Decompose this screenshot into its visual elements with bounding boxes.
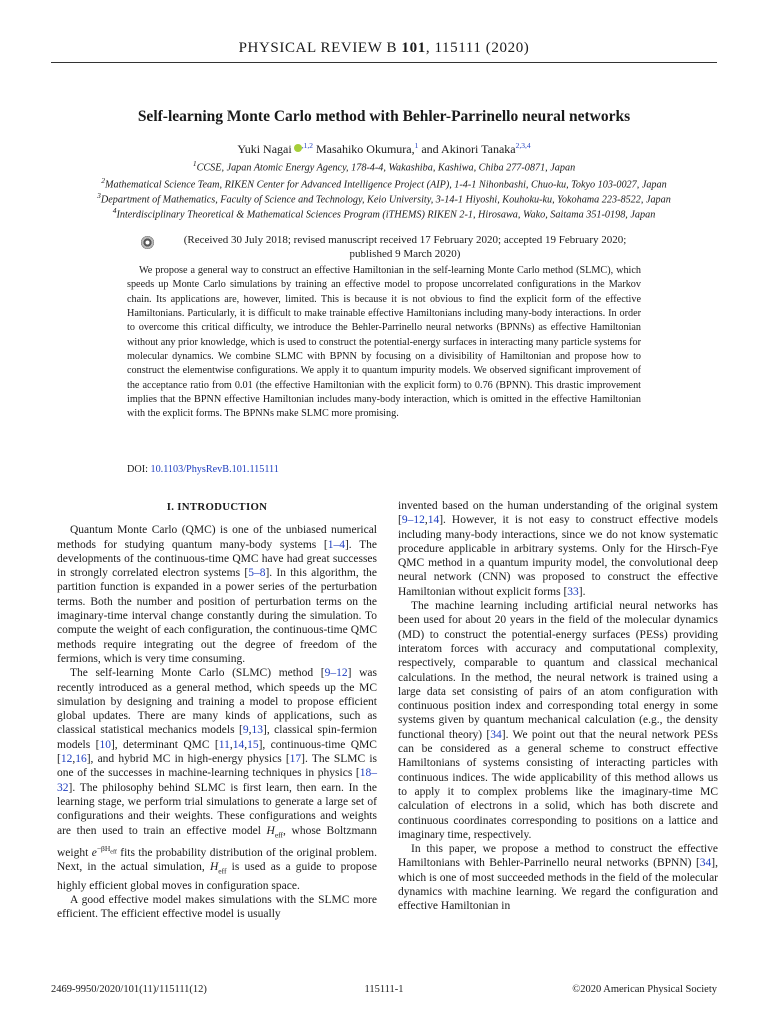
journal-citation: , 115111 (2020)	[425, 40, 530, 56]
journal-name: PHYSICAL REVIEW B	[238, 40, 398, 56]
paragraph: Quantum Monte Carlo (QMC) is one of the unbiased numerical methods for studying quantum many-body systems [1–4]. The developments of the continuous-time QMC have had great successes in strongly correlated electron systems [5–8]. In this algorithm, the partition function is expanded in a power series of the perturbation terms. Both the number and position of perturbation terms on the imaginary-time interval change constantly during the simulation. To compute the weight of each configuration, the continuous-time QMC methods require integrating out the degree of freedom of the fermions, which is very time consuming.	[57, 524, 378, 665]
citation-link[interactable]: 9	[242, 724, 249, 737]
abstract: We propose a general way to construct an effective Hamiltonian in the self-learning Monte Carlo method (SLMC), which speeds up Monte Carlo simulations by training an effective model to propose uncorrelated configurations in the Markov chain. Its applications are, however, limited. This is because it is not obvious to find the explicit form of the effective Hamiltonians. Particularly, it is difficult to make trainable effective Hamiltonians including many-body interactions. In order to overcome this critical difficulty, we introduce the Behler-Parrinello neural networks (BPNNs) as effective Hamiltonian without any prior knowledge, which is used to construct the potential-energy surfaces in interacting many particle systems for molecular dynamics. We combine SLMC with BPNN by focusing on a divisibility of Hamiltonian and propose how to construct the elementwise configurations. We apply it to quantum impurity models. We observed significant improvement of the acceptance ratio from 0.01 (the effective Hamiltonian with the explicit form) to 0.76 (BPNN). This drastic improvement implies that the BPNN effective Hamiltonian includes many-body interaction, which is omitted in the effective Hamiltonian with the explicit forms. The BPNNs make SLMC more promising.	[127, 265, 641, 420]
right-column	[398, 499, 718, 914]
citation-link[interactable]: 15	[247, 738, 259, 751]
citation-link[interactable]: 9–12	[401, 514, 425, 527]
citation-link[interactable]: 13	[251, 724, 263, 737]
affiliation: $^4$Interdisciplinary Theoretical & Mathematical Sciences Program (iTHEMS) RIKEN 2-1, Hirosawa, Wako, Saitama 351-0198, Japan	[112, 206, 656, 221]
paragraph: A good effective model makes simulations with the SLMC more efficient. The efficient effective model is usually	[57, 894, 377, 921]
author-name[interactable]: Masahiko Okumura,	[312, 142, 415, 156]
citation-link[interactable]: 1–4	[327, 538, 345, 551]
citation-link[interactable]: 12	[60, 753, 73, 766]
citation-link[interactable]: 11	[218, 738, 230, 751]
paragraph: The self-learning Monte Carlo (SLMC) method [9–12] was recently introduced as a general method, which speeds up the MC simulation by designing and training a model to propose efficient global updates. There are many kinds of applications, such as classical statistical mechanics models [9,13], classical spin-fermion models [10], determinant QMC [11,14,15], continuous-time QMC [12,16], and hybrid MC in high-energy physics [17]. The SLMC is one of the successes in machine-learning techniques in physics [18–32]. The philosophy behind SLMC is first learn, then earn. In the learning stage, we perform trial simulations to generate a large set of configurations and their weights. These configurations and weights are then used to train an effective model $H_{eff}$, whose Boltzmann weight $e^{-\beta H_{eff}}$ fits the probability distribution of the original problem. Next, in the actual simulation, $H_{eff}$ is used as a guide to propose highly efficient global moves in configuration space.	[57, 667, 378, 892]
crossmark-icon[interactable]	[141, 236, 154, 249]
footer-issn: 2469-9950/2020/101(11)/115111(12)	[51, 984, 207, 995]
affiliation: $^1$CCSE, Japan Atomic Energy Agency, 178-4-4, Wakashiba, Kashiwa, Chiba 277-0871, Japan	[192, 159, 576, 174]
section-heading: I. INTRODUCTION	[166, 501, 268, 513]
paper-title: Self-learning Monte Carlo method with Behler-Parrinello neural networks	[137, 108, 631, 125]
doi-label: DOI:	[127, 464, 151, 475]
paragraph: invented based on the human understanding of the original system [9–12,14]. However, it is not easy to construct effective models including many-body interactions, since we do not know systematic procedure applicable in arbitrary systems. Only for the Hirsch-Fye QMC method in a quantum impurity model, the convolutional deep neural network (CNN) was proposed to construct the effective Hamiltonian without explicit forms [33].	[398, 500, 718, 598]
left-column	[57, 498, 377, 922]
citation-link[interactable]: 17	[289, 753, 302, 766]
author-name[interactable]: Yuki Nagai	[237, 142, 292, 156]
affiliation: $^2$Mathematical Science Team, RIKEN Center for Advanced Intelligence Project (AIP), 1-4-1 Nihonbashi, Chuo-ku, Tokyo 103-0027, Japan	[101, 176, 667, 191]
author-affiliation-ref[interactable]: ,1,2	[301, 141, 313, 150]
paragraph: The machine learning including artificial neural networks has been used for about 20 years in the field of the molecular dynamics (MD) to construct the potential-energy surfaces (PESs) providing interatom forces with accuracy and computational complexity, respectively, comparable to quantum and classical mechanical calculations. In the method, the neural network is trained using a large data set consisting of pairs of an atom configuration with continuous position index and corresponding total energy in some systems given by quantum mechanical calculation (e.g., the density functional theory) [34]. We point out that the neural network PESs can be considered as a general scheme to construct effective Hamiltonians of systems consisting of interacting particles with continuous indices. The wide applicability of this method allows us to apply it to complex problems like the imaginary-time MC calculation of electrons in a solid, which has both discrete and continuous coordinates corresponding to positions on a lattice and imaginary time, respectively.	[398, 600, 718, 841]
footer-copyright: ©2020 American Physical Society	[572, 984, 717, 995]
paragraph: In this paper, we propose a method to construct the effective Hamiltonians with Behler-Parrinello neural networks (BPNN) [34], which is one of most succeeded methods in the field of the molecular dynamics with machine learning. We regard the configuration and effective Hamiltonian in	[398, 843, 718, 913]
citation-link[interactable]: 34	[699, 857, 712, 870]
citation-link[interactable]: 10	[99, 738, 111, 751]
citation-link[interactable]: 16	[75, 753, 87, 766]
author-list	[0, 141, 768, 157]
orcid-icon[interactable]	[294, 144, 302, 152]
affiliation: $^3$Department of Mathematics, Faculty of Science and Technology, Keio University, 3-14-1 Hiyoshi, Kouhoku-ku, Yokohama 223-8522, Japan	[97, 191, 671, 206]
journal-header	[0, 40, 768, 57]
author-name[interactable]: and Akinori Tanaka	[418, 142, 516, 156]
citation-link[interactable]: 14	[427, 514, 440, 527]
doi	[127, 464, 279, 475]
citation-link[interactable]: 5–8	[248, 567, 266, 580]
header-rule	[51, 62, 717, 63]
citation-link[interactable]: 9–12	[324, 667, 348, 680]
doi-link[interactable]: 10.1103/PhysRevB.101.115111	[150, 464, 279, 475]
citation-link[interactable]: 34	[490, 728, 502, 741]
footer-page-number: 115111-1	[364, 984, 404, 995]
author-affiliation-ref[interactable]: 2,3,4	[515, 141, 531, 150]
citation-link[interactable]: 33	[567, 585, 579, 598]
citation-link[interactable]: 18–32	[57, 767, 377, 794]
author-affiliation-ref[interactable]: 1	[414, 141, 419, 150]
journal-volume: 101	[401, 40, 426, 56]
citation-link[interactable]: 14	[232, 738, 245, 751]
received-dates: (Received 30 July 2018; revised manuscript received 17 February 2020; accepted 19 February 2020; published 9 March 2020)	[183, 234, 627, 260]
